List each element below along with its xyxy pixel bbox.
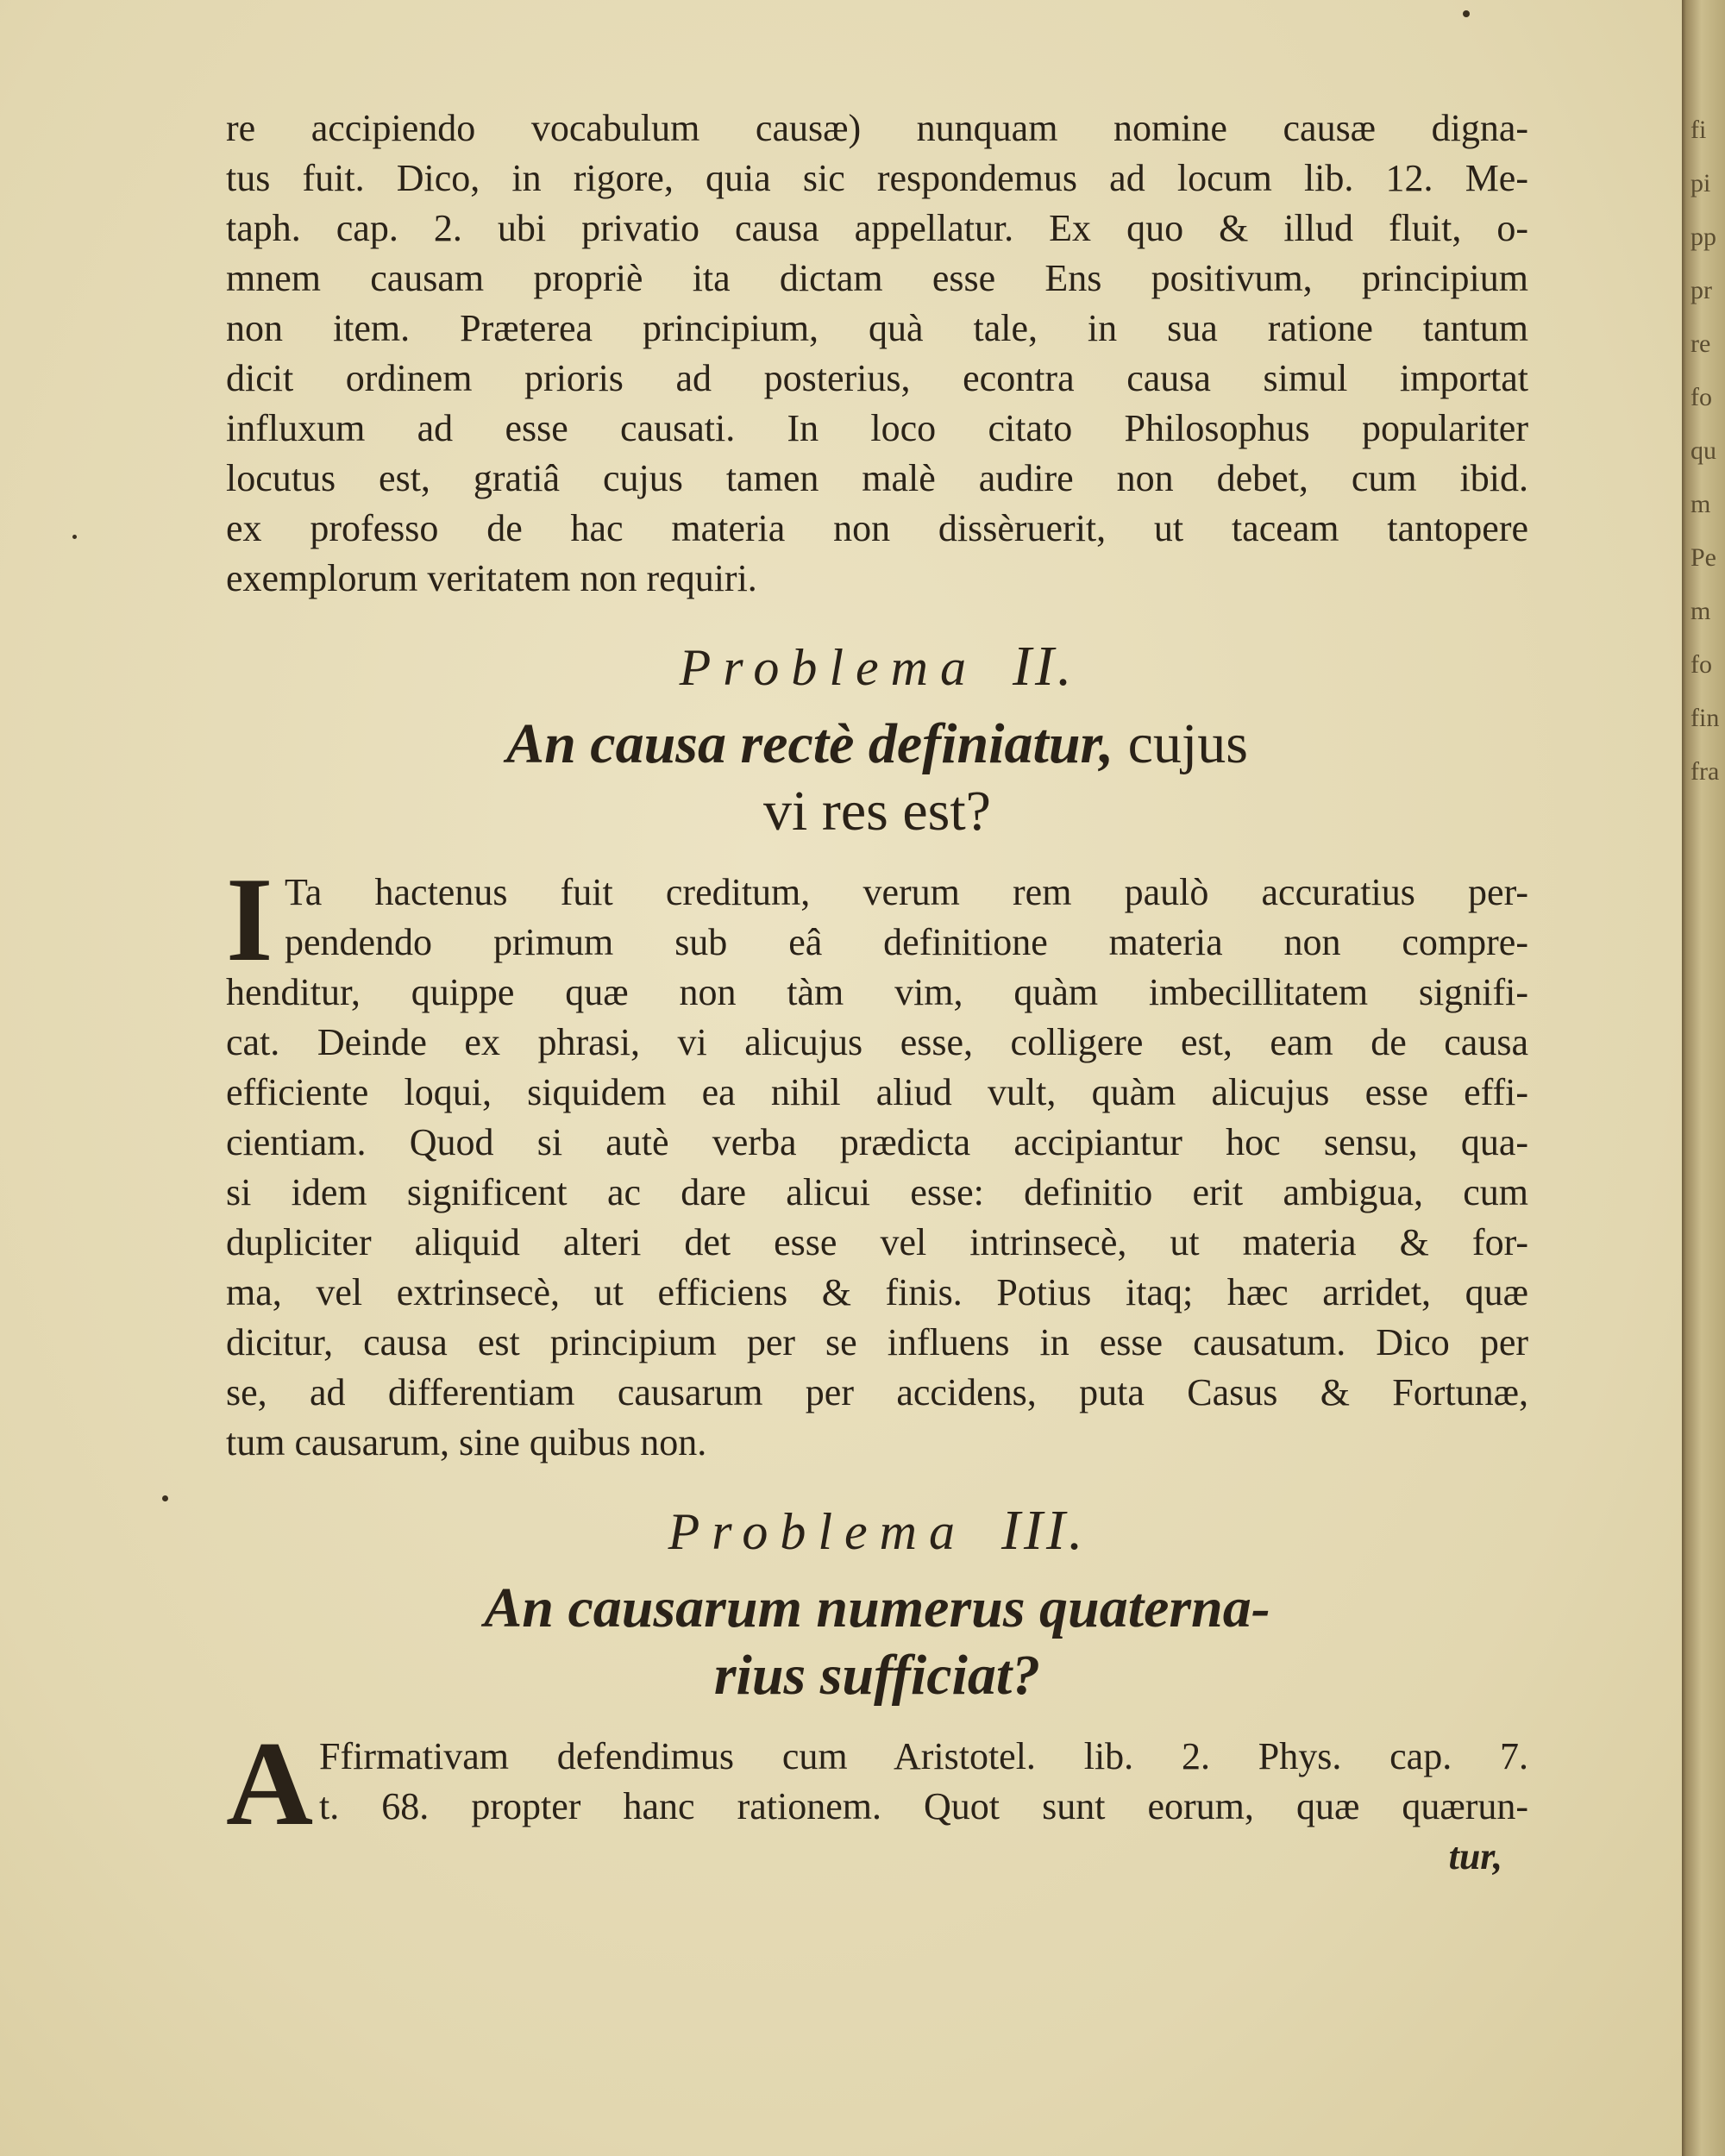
- text-line: se, ad differentiam causarum per accidens, puta Casus & Fortunæ,: [226, 1371, 1528, 1413]
- page-text: [226, 103, 1528, 1882]
- text-line: dupliciter aliquid alteri det esse vel intrinsecè, ut materia & for-: [226, 1221, 1528, 1263]
- text-line: locutus est, gratiâ cujus tamen malè audire non debet, cum ibid.: [226, 457, 1528, 499]
- problem-number: III.: [1000, 1499, 1087, 1562]
- fragment: Pe: [1690, 543, 1716, 572]
- text-line: t. 68. propter hanc rationem. Quot sunt eorum, quæ quærun-: [319, 1785, 1528, 1827]
- fragment: qu: [1690, 436, 1716, 465]
- text-line: exemplorum veritatem non requiri.: [226, 557, 757, 599]
- text-line: Ffirmativam defendimus cum Aristotel. lib. 2. Phys. cap. 7.: [319, 1735, 1528, 1777]
- fragment: pr: [1690, 276, 1712, 304]
- text-line: efficiente loqui, siquidem ea nihil aliud vult, quàm alicujus esse effi-: [226, 1071, 1528, 1113]
- text-line: si idem significent ac dare alicui esse: definitio erit ambigua, cum: [226, 1171, 1528, 1213]
- fragment: m: [1690, 490, 1711, 518]
- fragment: fra: [1690, 757, 1720, 786]
- fragment: fi: [1690, 116, 1707, 144]
- problem-2-question: [226, 711, 1528, 845]
- question-italic-part: An causa rectè definiatur,: [506, 712, 1114, 775]
- question-upright-part: cujus: [1127, 712, 1248, 775]
- fragment: pi: [1690, 169, 1711, 197]
- question-line-2: vi res est?: [763, 780, 991, 843]
- problem-label: Problema: [668, 1503, 967, 1560]
- text-line: cat. Deinde ex phrasi, vi alicujus esse, colligere est, eam de causa: [226, 1021, 1528, 1063]
- text-line: pendendo primum sub eâ definitione materia non compre-: [285, 921, 1528, 963]
- problem-2-answer: [226, 853, 1528, 1468]
- ink-speck: [72, 535, 77, 539]
- question-line-2: rius sufficiat?: [713, 1644, 1041, 1707]
- text-line: tus fuit. Dico, in rigore, quia sic respondemus ad locum lib. 12. Me-: [226, 157, 1528, 199]
- previous-paragraph: [226, 103, 1528, 604]
- ink-speck: [1463, 10, 1470, 17]
- problem-number: II.: [1012, 635, 1076, 698]
- text-line: dicitur, causa est principium per se influens in esse causatum. Dico per: [226, 1321, 1528, 1363]
- adjacent-page-edge: [1690, 103, 1725, 2001]
- fragment: m: [1690, 597, 1711, 625]
- text-line: non item. Præterea principium, quà tale, in sua ratione tantum: [226, 307, 1528, 349]
- text-line: taph. cap. 2. ubi privatio causa appellatur. Ex quo & illud fluit, o-: [226, 207, 1528, 249]
- problem-3-question: [226, 1575, 1528, 1709]
- fragment: pp: [1690, 222, 1716, 251]
- ink-speck: [162, 1495, 168, 1501]
- fragment: re: [1690, 329, 1711, 358]
- fragment: fin: [1690, 704, 1720, 732]
- drop-cap: A: [226, 1717, 314, 1851]
- catchword: tur,: [1448, 1835, 1502, 1877]
- problem-3-heading: [226, 1492, 1528, 1570]
- fragment: fo: [1690, 650, 1712, 679]
- problem-label: Problema: [679, 639, 978, 696]
- text-line: tum causarum, sine quibus non.: [226, 1421, 707, 1463]
- text-line: dicit ordinem prioris ad posterius, econtra causa simul importat: [226, 357, 1528, 399]
- fragment: fo: [1690, 383, 1712, 411]
- text-line: influxum ad esse causati. In loco citato Philosophus populariter: [226, 407, 1528, 449]
- text-line: ex professo de hac materia non dissèruerit, ut taceam tantopere: [226, 507, 1528, 549]
- text-line: mnem causam propriè ita dictam esse Ens positivum, principium: [226, 257, 1528, 299]
- drop-cap: I: [226, 853, 273, 987]
- text-line: ma, vel extrinsecè, ut efficiens & finis. Potius itaq; hæc arridet, quæ: [226, 1271, 1528, 1313]
- text-line: Ta hactenus fuit creditum, verum rem paulò accuratius per-: [285, 871, 1528, 913]
- question-line-1: An causarum numerus quaterna-: [484, 1576, 1270, 1639]
- text-line: re accipiendo vocabulum causæ) nunquam nomine causæ digna-: [226, 107, 1528, 149]
- text-line: cientiam. Quod si autè verba prædicta accipiantur hoc sensu, qua-: [226, 1121, 1528, 1163]
- problem-3-answer: [226, 1717, 1528, 1882]
- problem-2-heading: [226, 628, 1528, 705]
- text-line: henditur, quippe quæ non tàm vim, quàm imbecillitatem signifi-: [226, 971, 1528, 1013]
